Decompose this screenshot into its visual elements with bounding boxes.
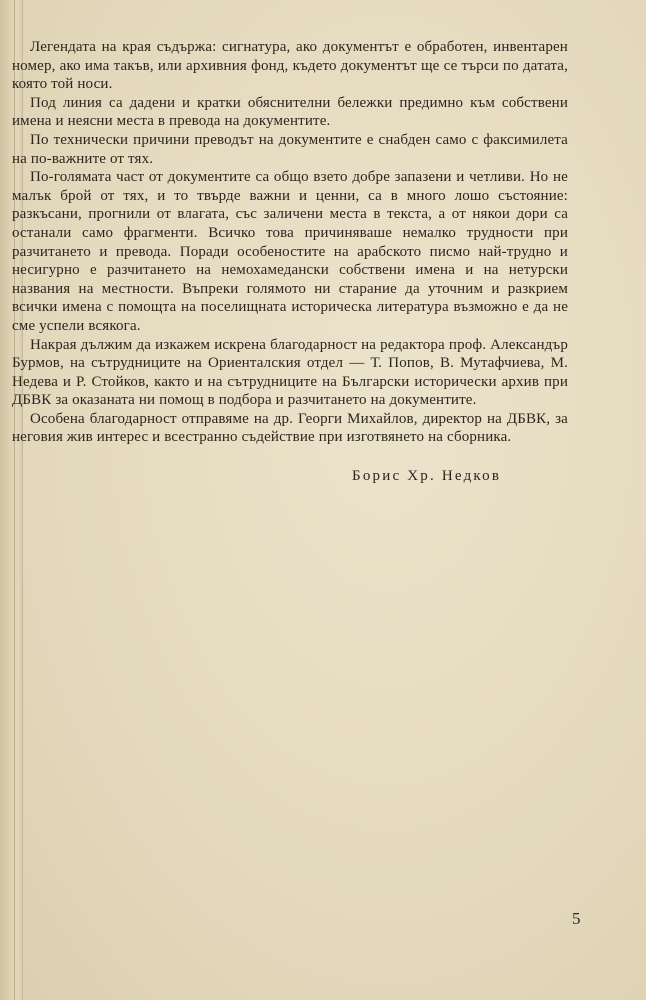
body-text [12,38,568,447]
page-number: 5 [572,909,581,928]
paragraph-acknowledgements: Накрая дължим да изкажем искрена благодарност на редактора проф. Александър Бурмов, на сътрудниците на Ориенталския отдел — Т. Попов, В. Мутафчиева, М. Недева и Р. Стойков, както и на сътрудниците на Български исторически архив при ДБВК за оказаната ни помощ в подбора и разчитането на документите. [12,336,568,409]
paragraph-document-condition: По-голямата част от документите са общо взето добре запазени и четливи. Но не малък брой от тях, и то твърде важни и ценни, са в много лошо състояние: разкъсани, прогнили от влагата, със заличени места в текста, а от някои дори са останали само фрагменти. Всичко това причиняваше немалко трудности при разчитането и превода. Поради особеностите на арабското писмо най-трудно и несигурно е разчитането на немохамедански собствени имена и на нетурски названия на местности. Въпреки голямото ни старание да уточним и разкрием всички имена с помощта на поселищната историческа литература възможно е да не сме успели всякога. [12,169,568,334]
paragraph-special-thanks: Особена благодарност отправяме на др. Георги Михайлов, директор на ДБВК, за неговия жив интерес и всестранно съдействие при изготвянето на сборника. [12,410,568,446]
paragraph-legend: Легендата на края съдържа: сигнатура, ако документът е обработен, инвентарен номер, ако има такъв, или архивния фонд, където документът ще се търси по датата, която той носи. [12,39,568,93]
paragraph-facsimiles: По технически причини преводът на документите е снабден само с факсимилета на по-важните от тях. [12,131,568,167]
author-signature: Борис Хр. Недков [352,468,502,484]
paragraph-footnotes: Под линия са дадени и кратки обяснителни бележки предимно към собствени имена и неясни места в превода на документите. [12,94,568,130]
